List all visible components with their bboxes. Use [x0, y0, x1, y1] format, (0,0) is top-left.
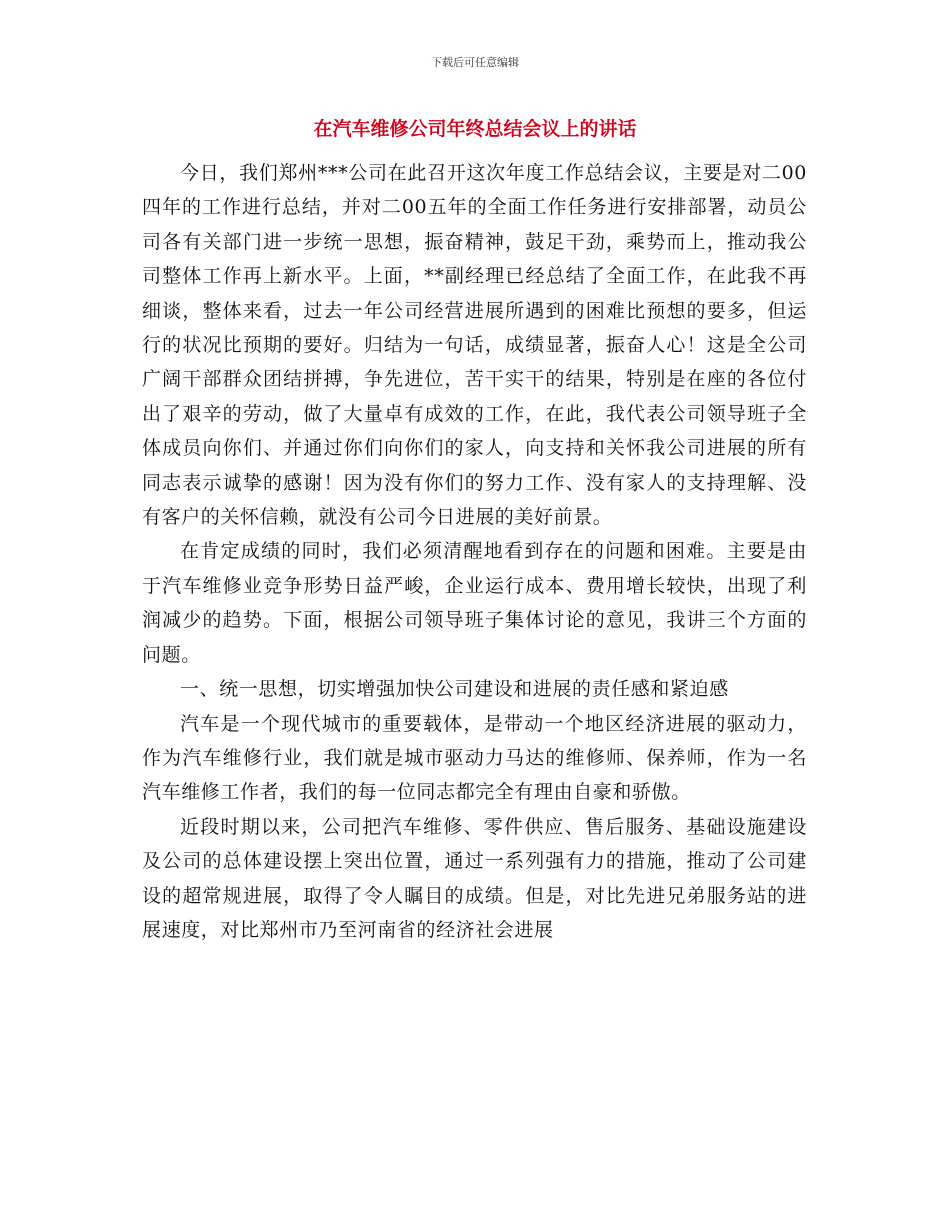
- paragraph-problems: 在肯定成绩的同时，我们必须清醒地看到存在的问题和困难。主要是由于汽车维修业竞争形势日益严峻，企业运行成本、费用增长较快，出现了利润减少的趋势。下面，根据公司领导班子集体讨论的意见，我讲三个方面的问题。: [142, 540, 807, 666]
- document-body: [142, 156, 807, 947]
- header-note: 下载后可任意编辑: [431, 56, 519, 69]
- paragraph-recent-progress: 近段时期以来，公司把汽车维修、零件供应、售后服务、基础设施建设及公司的总体建设摆上突出位置，通过一系列强有力的措施，推动了公司建设的超常规进展，取得了令人瞩目的成绩。但是，对比先进兄弟服务站的进展速度，对比郑州市乃至河南省的经济社会进展: [142, 815, 807, 941]
- document-title: 在汽车维修公司年终总结会议上的讲话: [313, 118, 637, 140]
- paragraph-industry: 汽车是一个现代城市的重要载体，是带动一个地区经济进展的驱动力，作为汽车维修行业，我们就是城市驱动力马达的维修师、保养师，作为一名汽车维修工作者，我们的每一位同志都完全有理由自豪和骄傲。: [142, 712, 807, 804]
- section-heading-1: 一、统一思想，切实增强加快公司建设和进展的责任感和紧迫感: [180, 678, 729, 701]
- paragraph-opening: 今日，我们郑州***公司在此召开这次年度工作总结会议，主要是对二00四年的工作进行总结，并对二00五年的全面工作任务进行安排部署，动员公司各有关部门进一步统一思想，振奋精神，鼓足干劲，乘势而上，推动我公司整体工作再上新水平。上面，**副经理已经总结了全面工作，在此我不再细谈，整体来看，过去一年公司经营进展所遇到的困难比预想的要多，但运行的状况比预期的要好。归结为一句话，成绩显著，振奋人心！这是全公司广阔干部群众团结拼搏，争先进位，苦干实干的结果，特别是在座的各位付出了艰辛的劳动，做了大量卓有成效的工作，在此，我代表公司领导班子全体成员向你们、并通过你们向你们的家人，向支持和关怀我公司进展的所有同志表示诚挚的感谢！因为没有你们的努力工作、没有家人的支持理解、没有客户的关怀信赖，就没有公司今日进展的美好前景。: [142, 162, 807, 529]
